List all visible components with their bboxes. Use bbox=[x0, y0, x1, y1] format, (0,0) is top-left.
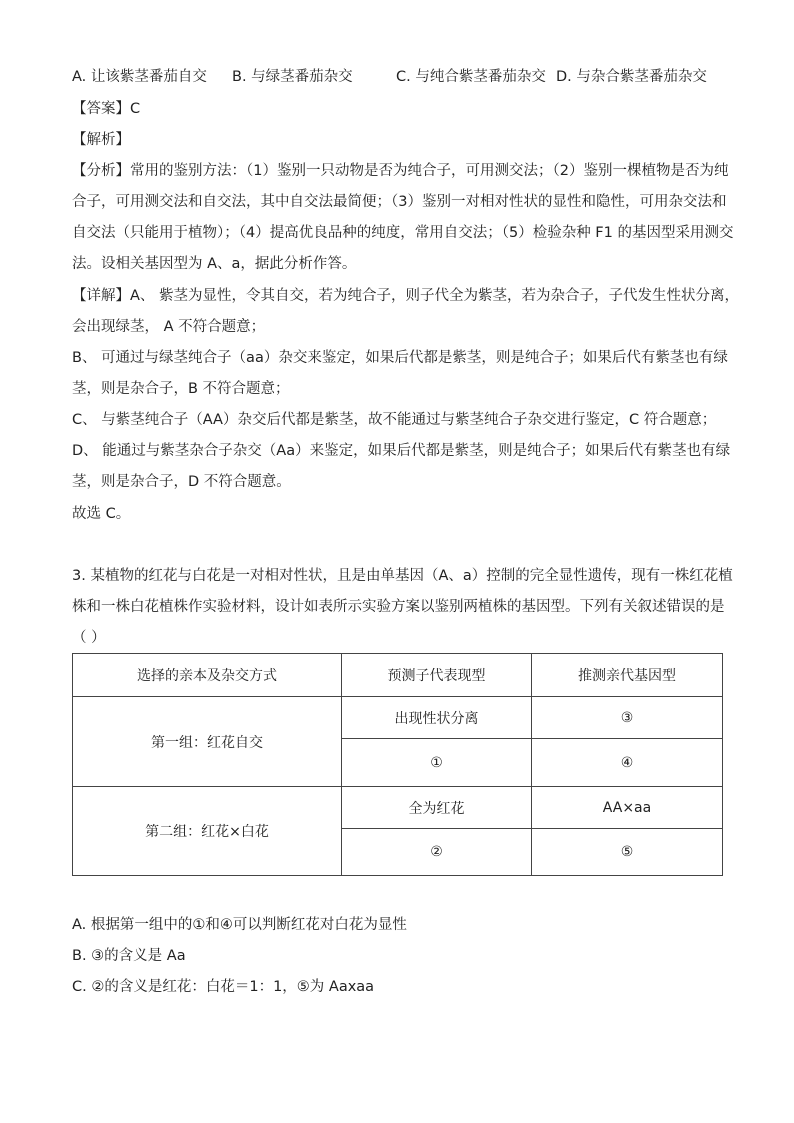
q2-option-b: B. 与绿茎番茄杂交 bbox=[232, 69, 353, 85]
group2-label: 第二组：红花×白花 bbox=[73, 787, 342, 876]
detail-line: 茎，则是杂合子，B 不符合题意； bbox=[72, 381, 290, 397]
table-cell: ⑤ bbox=[532, 829, 723, 876]
analysis-line: 法。设相关基因型为 A、a，据此分析作答。 bbox=[72, 256, 357, 272]
q3-option-a: A. 根据第一组中的①和④可以判断红花对白花为显性 bbox=[72, 917, 407, 933]
q3-stem-line: （ ） bbox=[72, 630, 106, 646]
q3-option-b: B. ③的含义是 Aa bbox=[72, 948, 186, 964]
q3-stem-line: 株和一株白花植株作实验材料，设计如表所示实验方案以鉴别两植株的基因型。下列有关叙述错误的是 bbox=[72, 599, 725, 615]
detail-line: 茎，则是杂合子，D 不符合题意。 bbox=[72, 474, 291, 490]
detail-line: 【详解】A、 紫茎为显性，令其自交，若为纯合子，则子代全为紫茎，若为杂合子，子代发生性状分离， bbox=[72, 288, 740, 304]
detail-line: 会出现绿茎， A 不符合题意； bbox=[72, 319, 266, 335]
q2-option-d: D. 与杂合紫茎番茄杂交 bbox=[556, 69, 707, 85]
q2-option-a: A. 让该紫茎番茄自交 bbox=[72, 69, 207, 85]
table-cell: 全为红花 bbox=[342, 787, 532, 829]
analysis-line: 自交法（只能用于植物）；（4）提高优良品种的纯度，常用自交法；（5）检验杂种 F1 的基因型采用测交 bbox=[72, 225, 734, 241]
table-cell: ② bbox=[342, 829, 532, 876]
analysis-line: 【分析】常用的鉴别方法：（1）鉴别一只动物是否为纯合子，可用测交法；（2）鉴别一棵植物是否为纯 bbox=[72, 163, 729, 179]
table-header: 预测子代表现型 bbox=[342, 654, 532, 697]
q2-option-c: C. 与纯合紫茎番茄杂交 bbox=[396, 69, 546, 85]
table-cell: ④ bbox=[532, 739, 723, 787]
experiment-table bbox=[72, 653, 723, 876]
detail-line: 故选 C。 bbox=[72, 506, 131, 522]
answer-line: 【答案】C bbox=[72, 101, 141, 117]
table-cell: ① bbox=[342, 739, 532, 787]
table-row bbox=[73, 787, 723, 829]
q3-stem-line: 3. 某植物的红花与白花是一对相对性状，且是由单基因（A、a）控制的完全显性遗传，现有一株红花植 bbox=[72, 568, 733, 584]
table-header: 选择的亲本及杂交方式 bbox=[73, 654, 342, 697]
detail-line: C、 与紫茎纯合子（AA）杂交后代都是紫茎，故不能通过与紫茎纯合子杂交进行鉴定，C 符合题意； bbox=[72, 412, 717, 428]
analysis-line: 合子，可用测交法和自交法，其中自交法最简便；（3）鉴别一对相对性状的显性和隐性，可用杂交法和 bbox=[72, 194, 727, 210]
table-header: 推测亲代基因型 bbox=[532, 654, 723, 697]
table-header-row bbox=[73, 654, 723, 697]
analysis-heading: 【解析】 bbox=[72, 132, 130, 148]
detail-line: D、 能通过与紫茎杂合子杂交（Aa）来鉴定，如果后代都是紫茎，则是纯合子；如果后代有紫茎也有绿 bbox=[72, 443, 731, 459]
group1-label: 第一组：红花自交 bbox=[73, 697, 342, 787]
table-cell: AA×aa bbox=[532, 787, 723, 829]
table-cell: ③ bbox=[532, 697, 723, 739]
table-cell: 出现性状分离 bbox=[342, 697, 532, 739]
table-row bbox=[73, 697, 723, 739]
q3-option-c: C. ②的含义是红花：白花＝1：1，⑤为 Aaxaa bbox=[72, 979, 375, 995]
detail-line: B、 可通过与绿茎纯合子（aa）杂交来鉴定，如果后代都是紫茎，则是纯合子；如果后代有紫茎也有绿 bbox=[72, 350, 728, 366]
